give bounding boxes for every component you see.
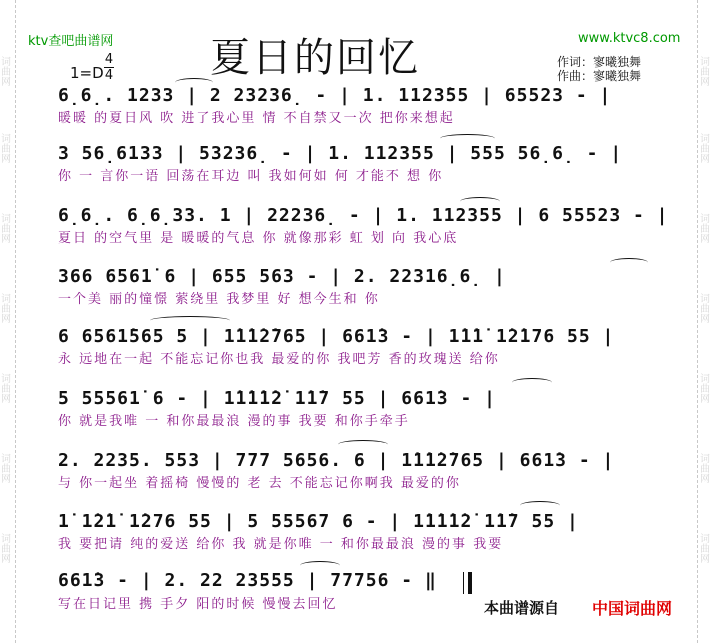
notation-line: 6̣6̣. 6̣6̣33. 1 | 22236̣ - | 1. 112355 | 6 55523 - |: [58, 205, 669, 226]
watermark-text: 词 曲 网: [700, 134, 710, 165]
lyric-line: 我 要把请 纯的爱送 给你 我 就是你唯 一 和你最最浪 漫的事 我要: [58, 537, 504, 552]
time-signature-bottom: 4: [104, 68, 114, 83]
slur-mark: [338, 440, 388, 449]
footer-source-label: 本曲谱源自: [484, 599, 560, 617]
slur-mark: [512, 378, 552, 387]
watermark-text: 词 曲 网: [700, 294, 710, 325]
lyric-line: 写在日记里 携 手夕 阳的时候 慢慢去回忆: [58, 597, 338, 612]
notation-line: 3 56̣6133 | 53236̣ - | 1. 112355 | 555 56̣6̣ - |: [58, 143, 623, 164]
key-signature: 1=D: [70, 64, 104, 82]
notation-line: 6̣6̣. 1233 | 2 23236̣ - | 1. 1123̇55 | 65523 - |: [58, 85, 612, 106]
site-url-right: www.ktvc8.com: [578, 31, 681, 46]
right-margin-line: [697, 0, 698, 643]
watermark-text: 词 曲 网: [1, 374, 11, 405]
notation-line: 5 55561̇ 6 - | 1̇1̇1̇1̇2̇ 1̇1̇7 55 | 661̇3 - |: [58, 388, 496, 409]
left-margin-line: [15, 0, 16, 643]
site-label-left: ktv查吧曲谱网: [28, 34, 114, 49]
lyric-line: 永 远地在一起 不能忘记你也我 最爱的你 我吧芳 香的玫瑰送 给你: [58, 352, 500, 367]
watermark-text: 词 曲 网: [700, 374, 710, 405]
notation-line: 6 6561̇565 5 | 1̇1̇1̇2̇765 | 661̇3 - | 1̇1̇1̇ 1̇2̇176 55 |: [58, 326, 615, 347]
slur-mark: [175, 78, 213, 87]
slur-mark: [300, 561, 340, 570]
notation-line: 1̇ 1̇2̇1̇ 1̇276 55 | 5 55567 6 - | 1̇1̇1̇1̇2̇ 1̇1̇7 55 |: [58, 511, 579, 532]
notation-line: 366 6561̇ 6 | 655 563 - | 2. 22316̣6̣ |: [58, 266, 506, 287]
watermark-text: 词 曲 网: [1, 534, 11, 565]
lyric-line: 与 你一起坐 着摇椅 慢慢的 老 去 不能忘记你啊我 最爱的你: [58, 476, 461, 491]
lyric-line: 你 就是我唯 一 和你最最浪 漫的事 我要 和你手牵手: [58, 414, 410, 429]
watermark-text: 词 曲 网: [1, 214, 11, 245]
lyric-line: 暖暖 的夏日风 吹 进了我心里 情 不自禁又一次 把你来想起: [58, 111, 455, 126]
notation-line: 2. 2235. 553 | 777 5656. 6 | 1̇1̇1̇2̇765 | 661̇3 - |: [58, 450, 615, 471]
watermark-text: 词 曲 网: [700, 57, 710, 88]
watermark-text: 词 曲 网: [1, 294, 11, 325]
time-signature: [104, 53, 114, 82]
watermark-text: 词 曲 网: [700, 214, 710, 245]
watermark-text: 词 曲 网: [1, 57, 11, 88]
slur-mark: [150, 316, 230, 325]
lyric-line: 你 一 言你一语 回荡在耳边 叫 我如何如 何 才能不 想 你: [58, 169, 444, 184]
slur-mark: [460, 197, 500, 206]
notation-line: 661̇3 - | 2. 22 23555 | 77756 - ‖: [58, 570, 437, 591]
time-signature-top: 4: [104, 52, 114, 67]
final-barline-thick: [468, 572, 472, 594]
song-title: 夏日的回忆: [210, 35, 420, 81]
lyricist-credit: 作词：寥曦独舞: [557, 55, 642, 69]
slur-mark: [610, 258, 648, 267]
final-barline-thin: [463, 572, 464, 594]
watermark-text: 词 曲 网: [700, 454, 710, 485]
watermark-text: 词 曲 网: [700, 534, 710, 565]
lyric-line: 一个美 丽的憧憬 萦绕里 我梦里 好 想今生和 你: [58, 292, 380, 307]
slur-mark: [520, 501, 560, 510]
watermark-text: 词 曲 网: [1, 134, 11, 165]
watermark-text: 词 曲 网: [1, 454, 11, 485]
slur-mark: [440, 134, 495, 143]
footer-source-site[interactable]: 中国词曲网: [592, 599, 673, 618]
composer-credit: 作曲：寥曦独舞: [557, 69, 642, 83]
lyric-line: 夏日 的空气里 是 暖暖的气息 你 就像那彩 虹 划 向 我心底: [58, 231, 459, 246]
